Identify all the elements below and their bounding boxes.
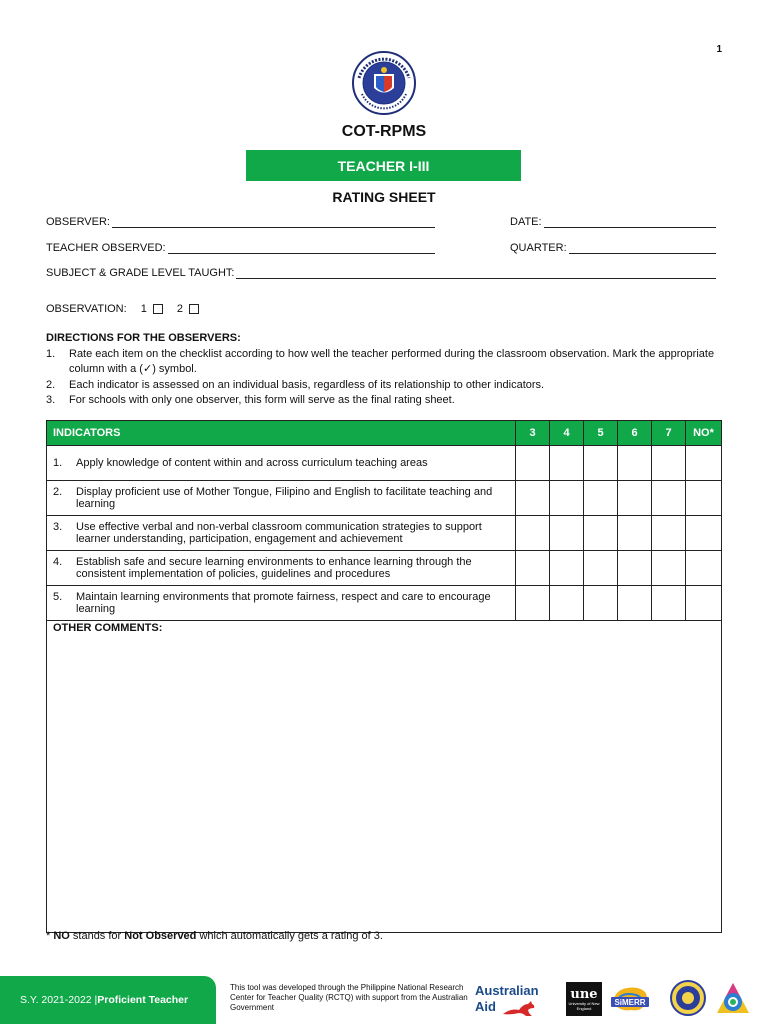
rating-cell[interactable] <box>550 481 584 516</box>
observation-option-2[interactable] <box>177 303 199 315</box>
indicator-number: 2. <box>53 485 63 498</box>
rating-cell[interactable] <box>550 586 584 621</box>
directions-item <box>46 347 722 378</box>
date-label: DATE: <box>510 216 542 228</box>
teacher-observed-field[interactable] <box>46 242 435 254</box>
footer-level: Proficient Teacher <box>97 994 189 1006</box>
observation-option-label: 1 <box>140 303 147 315</box>
quarter-label: QUARTER: <box>510 242 567 254</box>
rating-column-header: 4 <box>550 421 584 446</box>
teacher-observed-label: TEACHER OBSERVED: <box>46 242 166 254</box>
directions-list <box>46 347 722 409</box>
une-logo-text: une <box>570 986 598 1002</box>
other-comments-box[interactable] <box>47 621 722 933</box>
rating-cell[interactable] <box>618 446 652 481</box>
document-title: COT-RPMS <box>341 123 427 140</box>
date-line[interactable] <box>544 217 716 228</box>
australian-aid-logo <box>475 984 555 1018</box>
rating-cell[interactable] <box>584 481 618 516</box>
table-row <box>47 586 722 621</box>
indicators-header: INDICATORS <box>47 421 516 446</box>
directions-item-number: 3. <box>46 394 56 406</box>
rating-cell[interactable] <box>686 481 722 516</box>
rating-cell[interactable] <box>584 586 618 621</box>
rating-cell[interactable] <box>516 446 550 481</box>
rating-cell[interactable] <box>550 551 584 586</box>
subject-grade-line[interactable] <box>236 268 716 279</box>
table-row <box>47 481 722 516</box>
australian-aid-line1: Australian <box>475 983 539 998</box>
rating-cell[interactable] <box>618 481 652 516</box>
subject-grade-label: SUBJECT & GRADE LEVEL TAUGHT: <box>46 267 235 279</box>
directions-item-text: Each indicator is assessed on an individual basis, regardless of its relationship to other indicators. <box>69 378 545 391</box>
observation-row <box>46 303 199 315</box>
directions-item <box>46 378 722 394</box>
observation-option-1[interactable] <box>141 303 163 315</box>
teacher-observed-line[interactable] <box>168 243 435 254</box>
table-header-row <box>47 421 722 446</box>
footer-note: This tool was developed through the Philippine National Research Center for Teacher Quality (RCTQ) with support from the Australian Government <box>230 983 468 1012</box>
rating-column-header: 6 <box>618 421 652 446</box>
directions-item-number: 2. <box>46 378 56 391</box>
rating-cell[interactable] <box>550 446 584 481</box>
quarter-field[interactable] <box>510 242 716 254</box>
indicator-number: 4. <box>53 555 63 568</box>
rating-column-header: 5 <box>584 421 618 446</box>
footer-school-year-band <box>0 976 216 1024</box>
rating-cell[interactable] <box>516 516 550 551</box>
une-logo <box>566 982 602 1016</box>
rating-cell[interactable] <box>618 516 652 551</box>
observer-label: OBSERVER: <box>46 216 110 228</box>
rating-cell[interactable] <box>652 446 686 481</box>
australian-aid-line2: Aid <box>475 999 496 1014</box>
subject-grade-field[interactable] <box>46 267 716 279</box>
rating-cell[interactable] <box>652 551 686 586</box>
directions-heading: DIRECTIONS FOR THE OBSERVERS: <box>46 332 241 344</box>
rating-cell[interactable] <box>618 586 652 621</box>
indicator-number: 3. <box>53 520 63 533</box>
indicator-cell <box>47 586 516 621</box>
other-comments-label: OTHER COMMENTS: <box>53 622 163 634</box>
kangaroo-icon <box>501 998 539 1018</box>
institution-seal-icon <box>670 980 706 1016</box>
rating-cell[interactable] <box>550 516 584 551</box>
rating-sheet-title: RATING SHEET <box>332 189 436 205</box>
footnote-star: * <box>46 930 54 942</box>
indicator-cell <box>47 446 516 481</box>
indicator-text: Maintain learning environments that promote fairness, respect and care to encourage learning <box>76 590 491 615</box>
observation-option-label: 2 <box>176 303 183 315</box>
rating-column-header: NO* <box>686 421 722 446</box>
indicator-number: 1. <box>53 456 63 469</box>
observation-label: OBSERVATION: <box>46 303 127 315</box>
footnote <box>46 930 383 942</box>
directions-section <box>46 331 722 409</box>
indicator-cell <box>47 516 516 551</box>
checkbox-icon[interactable] <box>153 304 163 314</box>
checkbox-icon[interactable] <box>189 304 199 314</box>
indicator-text: Display proficient use of Mother Tongue, Filipino and English to facilitate teaching and learning <box>76 485 493 510</box>
directions-item-text: For schools with only one observer, this form will serve as the final rating sheet. <box>69 394 455 406</box>
rating-cell[interactable] <box>516 481 550 516</box>
rating-cell[interactable] <box>686 446 722 481</box>
table-row <box>47 516 722 551</box>
directions-item-text: Rate each item on the checklist according to how well the teacher performed during the classroom observation. Mark the appropriate column with a (✓) symbol. <box>69 347 715 375</box>
date-field[interactable] <box>510 216 716 228</box>
rctq-logo-icon <box>714 980 752 1018</box>
rating-cell[interactable] <box>652 586 686 621</box>
indicator-text: Use effective verbal and non-verbal classroom communication strategies to support learner understanding, participation, engagement and achievement <box>76 520 482 545</box>
rating-cell[interactable] <box>686 586 722 621</box>
smerr-logo-icon <box>609 982 651 1016</box>
directions-item <box>46 393 722 409</box>
rating-cell[interactable] <box>618 551 652 586</box>
rating-cell[interactable] <box>652 516 686 551</box>
deped-seal-icon <box>346 50 422 116</box>
page-number: 1 <box>716 44 722 55</box>
rating-cell[interactable] <box>686 516 722 551</box>
rating-cell[interactable] <box>584 551 618 586</box>
table-row <box>47 551 722 586</box>
rating-cell[interactable] <box>584 516 618 551</box>
footnote-no: NO <box>53 930 70 942</box>
quarter-line[interactable] <box>569 243 716 254</box>
footer-school-year: S.Y. 2021-2022 | <box>20 994 98 1006</box>
footnote-mid: stands for <box>69 930 125 942</box>
observer-field[interactable] <box>46 216 435 228</box>
table-row <box>47 446 722 481</box>
indicator-text: Apply knowledge of content within and across curriculum teaching areas <box>76 456 428 469</box>
footnote-end: which automatically gets a rating of 3. <box>196 930 383 942</box>
indicator-text: Establish safe and secure learning environments to enhance learning through the consistent implementation of policies, guidelines and procedures <box>76 555 472 580</box>
rating-cell[interactable] <box>516 586 550 621</box>
indicator-number: 5. <box>53 590 63 603</box>
comments-row <box>47 621 722 933</box>
rating-cell[interactable] <box>584 446 618 481</box>
rating-cell[interactable] <box>516 551 550 586</box>
directions-item-number: 1. <box>46 347 56 360</box>
teacher-level-banner: TEACHER I-III <box>246 150 521 181</box>
une-logo-subtext: University of New England <box>568 1000 600 1011</box>
rating-column-header: 7 <box>652 421 686 446</box>
rating-cell[interactable] <box>686 551 722 586</box>
smerr-logo-text: SiMERR <box>614 998 646 1007</box>
rating-cell[interactable] <box>652 481 686 516</box>
indicator-cell <box>47 551 516 586</box>
indicator-cell <box>47 481 516 516</box>
footnote-not-observed: Not Observed <box>124 930 197 942</box>
observer-line[interactable] <box>112 217 435 228</box>
indicators-table <box>46 420 722 933</box>
rating-column-header: 3 <box>516 421 550 446</box>
